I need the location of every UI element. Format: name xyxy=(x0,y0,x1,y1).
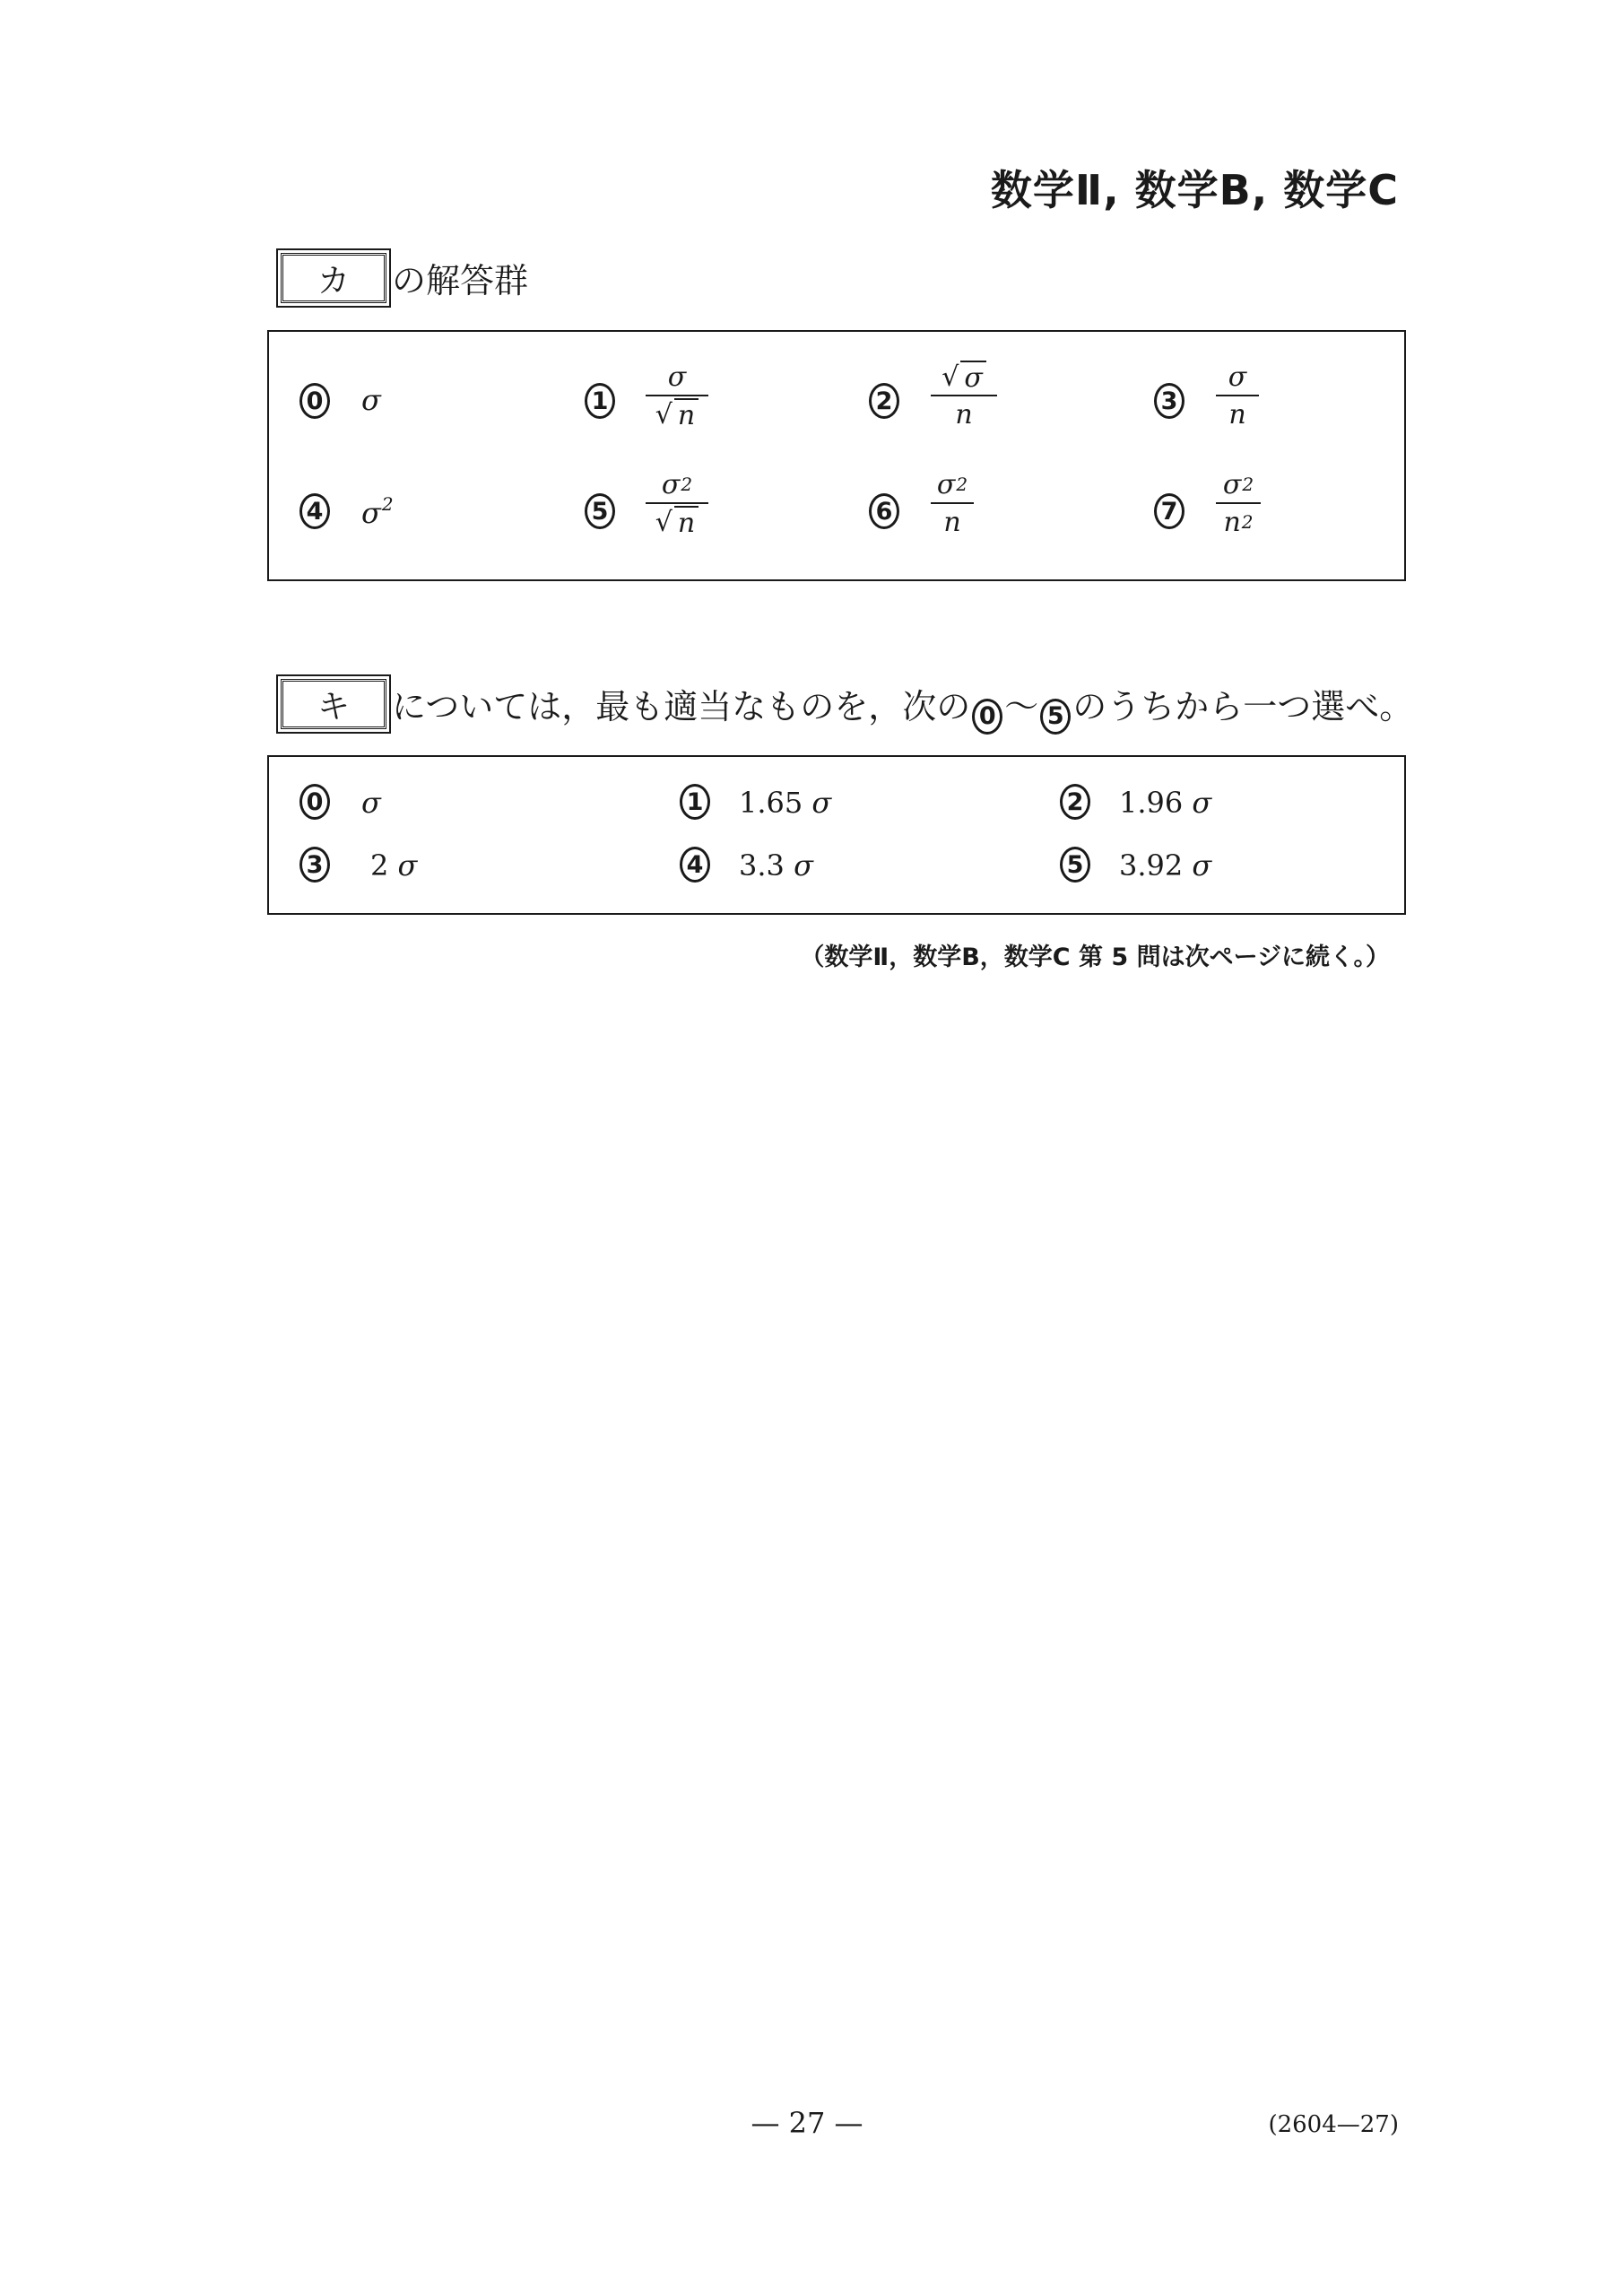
option-ki-3-value xyxy=(370,848,417,883)
option-number: 3 xyxy=(299,847,330,883)
symbol: σ xyxy=(361,786,381,820)
coefficient: 2 xyxy=(370,848,389,883)
option-number: 0 xyxy=(299,784,330,820)
radical-sign: √ xyxy=(941,361,959,393)
continue-note: （数学Ⅱ，数学B，数学C 第 5 問は次ページに続く。） xyxy=(800,944,1390,971)
answer-label-ka xyxy=(281,253,386,303)
fraction-denominator: n xyxy=(943,506,961,538)
symbol: σ xyxy=(811,786,832,820)
coefficient: 3.92 xyxy=(1119,848,1184,883)
fraction-numerator xyxy=(937,466,968,502)
page-number: — 27 — xyxy=(751,2106,863,2140)
option-ki-0-value xyxy=(361,786,381,820)
section-ka-heading: の解答群 xyxy=(392,261,529,300)
radical-sign: √ xyxy=(655,506,672,538)
symbol: σ xyxy=(1192,848,1212,883)
fraction-numerator xyxy=(662,466,692,502)
option-ka-2-fraction xyxy=(931,359,997,432)
answer-label-ka-text: カ xyxy=(317,262,350,300)
option-ka-0-value: σ xyxy=(361,383,381,417)
fraction-numerator xyxy=(941,359,986,395)
option-number: 2 xyxy=(869,383,899,419)
option-number: 5 xyxy=(1060,847,1090,883)
fraction-denominator xyxy=(1223,504,1253,540)
page-code: (2604—27) xyxy=(1268,2111,1399,2138)
option-ki-1-value xyxy=(739,786,831,820)
heading-post: のうちから一つ選べ。 xyxy=(1072,687,1414,726)
option-ka-3-fraction xyxy=(1216,359,1259,432)
fraction-denominator xyxy=(655,504,699,540)
answer-group-ki xyxy=(267,755,1406,915)
option-number: 2 xyxy=(1060,784,1090,820)
range-tilde: ～ xyxy=(1004,687,1039,726)
option-ki-2-value xyxy=(1119,786,1211,820)
answer-label-ki-text: キ xyxy=(317,688,350,726)
answer-label-ki xyxy=(281,679,386,729)
symbol: σ xyxy=(1192,786,1212,820)
option-number: 4 xyxy=(680,847,710,883)
option-ka-7-fraction xyxy=(1216,466,1261,540)
option-number: 0 xyxy=(299,383,330,419)
fraction-numerator xyxy=(1223,466,1254,502)
section-ki-heading xyxy=(392,679,1413,735)
option-number: 5 xyxy=(585,493,615,529)
radicand: n xyxy=(674,398,699,431)
symbol: σ xyxy=(397,848,418,883)
range-to-number: 5 xyxy=(1040,699,1071,735)
option-number: 7 xyxy=(1154,493,1184,529)
fraction-numerator: σ xyxy=(1228,361,1247,393)
option-number: 6 xyxy=(869,493,899,529)
fraction-denominator: n xyxy=(1228,398,1246,430)
exponent: 2 xyxy=(956,474,968,495)
subject-title: 数学Ⅱ, 数学B, 数学C xyxy=(990,166,1399,214)
radicand: σ xyxy=(960,361,985,394)
fraction-denominator xyxy=(655,396,699,432)
coefficient: 1.96 xyxy=(1119,786,1184,820)
exponent: 2 xyxy=(381,493,394,515)
option-number: 3 xyxy=(1154,383,1184,419)
range-from-number: 0 xyxy=(972,699,1002,735)
option-number: 1 xyxy=(680,784,710,820)
coefficient: 1.65 xyxy=(739,786,803,820)
option-ki-4-value xyxy=(739,848,813,883)
symbol: σ xyxy=(936,468,956,500)
symbol: σ xyxy=(361,496,381,530)
option-number: 1 xyxy=(585,383,615,419)
heading-pre: については，最も適当なものを，次の xyxy=(392,687,971,726)
symbol: σ xyxy=(661,468,681,500)
exponent: 2 xyxy=(1241,511,1254,533)
symbol: n xyxy=(1223,506,1241,538)
exponent: 2 xyxy=(1242,474,1254,495)
radical-sign: √ xyxy=(655,398,672,430)
coefficient: 3.3 xyxy=(739,848,785,883)
exponent: 2 xyxy=(681,474,693,495)
fraction-numerator: σ xyxy=(667,361,687,393)
option-ka-1-fraction xyxy=(646,359,708,432)
option-ka-5-fraction xyxy=(646,466,708,540)
option-number: 4 xyxy=(299,493,330,529)
option-ka-6-fraction xyxy=(931,466,974,540)
symbol: σ xyxy=(1222,468,1242,500)
symbol: σ xyxy=(794,848,813,883)
fraction-denominator: n xyxy=(955,398,973,430)
radicand: n xyxy=(674,506,699,539)
option-ki-5-value xyxy=(1119,848,1211,883)
option-ka-4-value xyxy=(361,493,394,530)
